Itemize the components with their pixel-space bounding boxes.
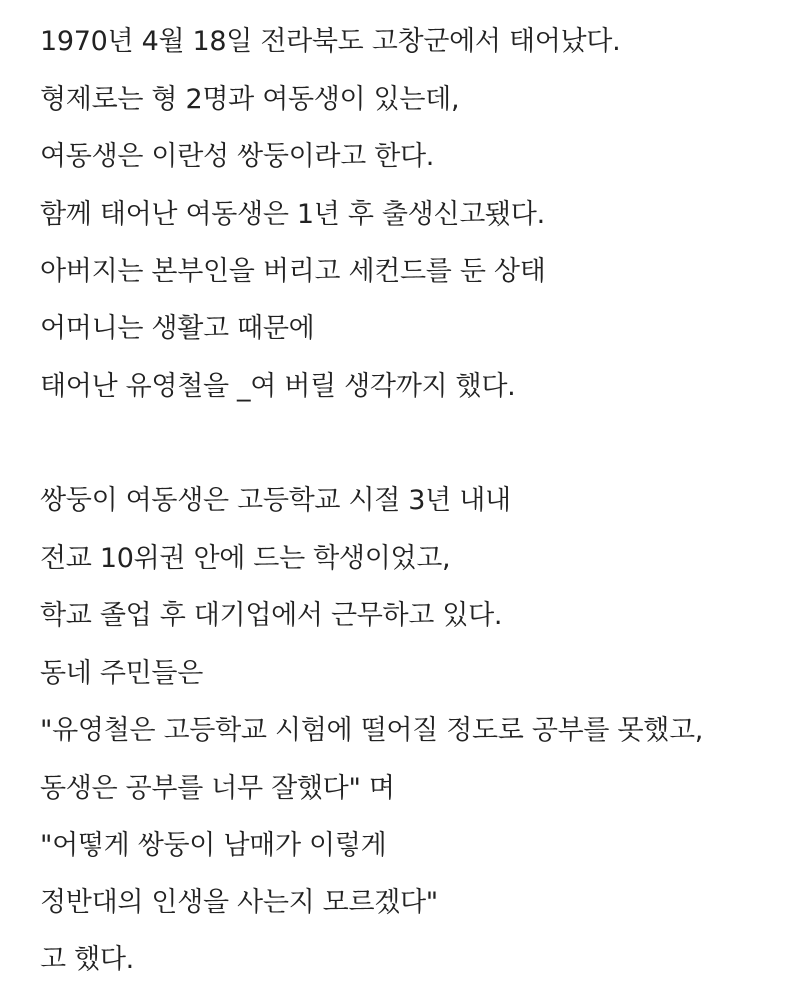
text-line: 함께 태어난 여동생은 1년 후 출생신고됐다.: [40, 199, 545, 230]
text-line: 아버지는 본부인을 버리고 세컨드를 둔 상태: [40, 256, 546, 287]
text-line: 고 했다.: [40, 944, 134, 975]
text-line: 1970년 4월 18일 전라북도 고창군에서 태어났다.: [40, 26, 621, 57]
text-line: 동생은 공부를 너무 잘했다" 며: [40, 773, 395, 804]
text-line: "어떻게 쌍둥이 남매가 이렇게: [40, 830, 387, 861]
text-line: 쌍둥이 여동생은 고등학교 시절 3년 내내: [40, 485, 511, 516]
text-line: 학교 졸업 후 대기업에서 근무하고 있다.: [40, 600, 503, 631]
text-line: 정반대의 인생을 사는지 모르겠다": [40, 887, 438, 918]
text-line: 태어난 유영철을 _여 버릴 생각까지 했다.: [40, 371, 516, 402]
text-line: 동네 주민들은: [40, 658, 203, 689]
text-line: 형제로는 형 2명과 여동생이 있는데,: [40, 84, 460, 115]
text-line: 전교 10위권 안에 드는 학생이었고,: [40, 543, 451, 574]
text-line: "유영철은 고등학교 시험에 떨어질 정도로 공부를 못했고,: [40, 715, 704, 746]
text-line: 어머니는 생활고 때문에: [40, 313, 315, 344]
text-line: 여동생은 이란성 쌍둥이라고 한다.: [40, 141, 435, 172]
